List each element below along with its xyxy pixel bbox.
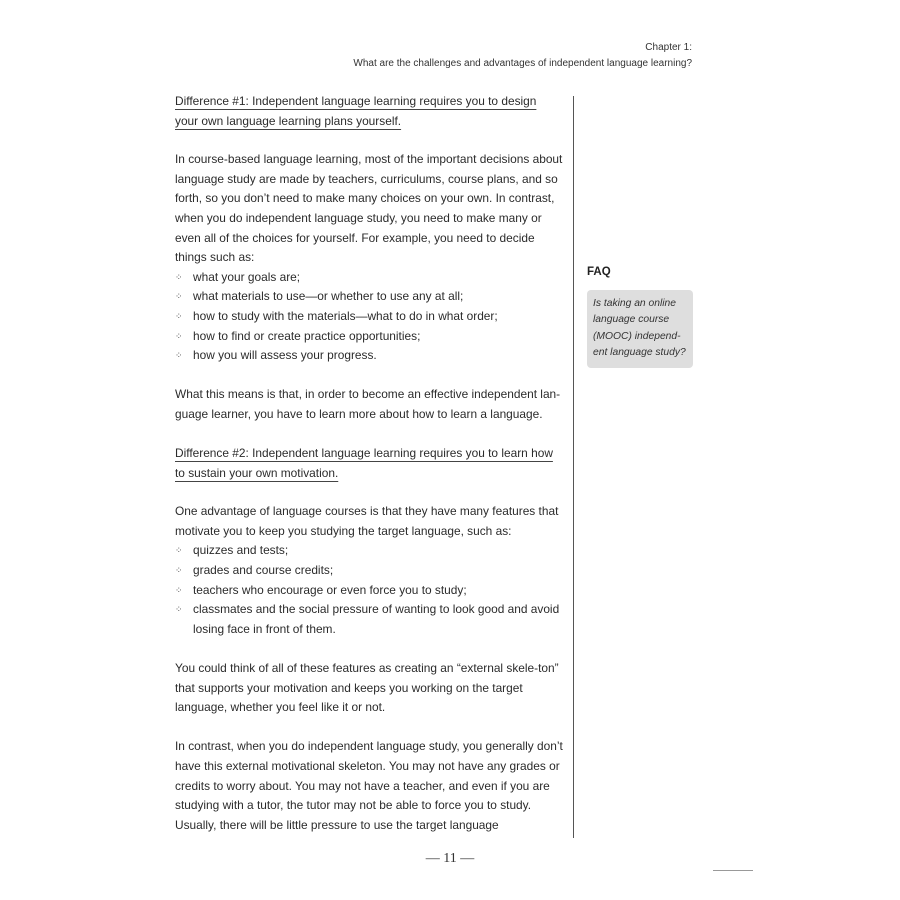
main-column [175, 92, 565, 855]
bullet-icon: ⁘ [175, 584, 182, 595]
running-head [353, 40, 692, 72]
list-item: ⁘ how to study with the materials—what to do in what order; [175, 307, 565, 327]
list-item: ⁘ how you will assess your progress. [175, 346, 565, 366]
faq-label: FAQ [587, 266, 611, 278]
bullet-icon: ⁘ [175, 310, 182, 321]
list-item: ⁘ grades and course credits; [175, 561, 565, 581]
list-item: ⁘ what your goals are; [175, 268, 565, 288]
difference-2-intro: One advantage of language courses is that they have many features that motivate you to keep you studying the target language, such as: [175, 504, 559, 538]
bullet-icon: ⁘ [175, 604, 182, 615]
list-item: ⁘ how to find or create practice opportunities; [175, 327, 565, 347]
list-item: ⁘ teachers who encourage or even force you to study; [175, 581, 565, 601]
difference-2-heading-line-2: to sustain your own motivation. [175, 465, 339, 480]
faq-question-box [587, 290, 693, 368]
difference-2-heading-line-1: Difference #2: Independent language learning requires you to learn how [175, 446, 553, 461]
corner-divider [713, 870, 753, 871]
chapter-title: What are the challenges and advantages of independent language learning? [353, 58, 692, 69]
list-item: ⁘ what materials to use—or whether to use any at all; [175, 287, 565, 307]
difference-1-conclusion: What this means is that, in order to become an effective independent lan-guage learner, you have to learn more about how to learn a language. [175, 387, 561, 421]
difference-1-bullet-list [175, 268, 565, 366]
difference-1-heading-line-2: your own language learning plans yourself. [175, 113, 402, 128]
bullet-icon: ⁘ [175, 291, 182, 302]
difference-2-bullet-list [175, 541, 565, 639]
margin-divider [573, 96, 574, 838]
bullet-icon: ⁘ [175, 545, 182, 556]
difference-2-heading [175, 444, 565, 483]
difference-1-heading [175, 92, 565, 131]
difference-2-paragraph-1: You could think of all of these features as creating an “external skele-ton” that supports your motivation and keeps you working on the target language, whether you feel like it or not. [175, 661, 559, 715]
bullet-icon: ⁘ [175, 271, 182, 282]
difference-1-intro: In course-based language learning, most of the important decisions about language study are made by teachers, curriculums, course plans, and so forth, so you don’t need to make many choices on your own. In contrast, when you do independent language study, you need to make many or even all of the choices for yourself. For example, you need to decide things such as: [175, 152, 563, 265]
bullet-icon: ⁘ [175, 330, 182, 341]
difference-1-heading-line-1: Difference #1: Independent language learning requires you to design [175, 94, 537, 108]
faq-sidebar [587, 264, 693, 368]
faq-question: Is taking an online language course (MOOC) independ-ent language study? [593, 298, 686, 358]
bullet-icon: ⁘ [175, 565, 182, 576]
chapter-label: Chapter 1: [645, 42, 692, 53]
bullet-icon: ⁘ [175, 350, 182, 361]
difference-2-paragraph-2: In contrast, when you do independent language study, you generally don’t have this external motivational skeleton. You may not have any grades or credits to worry about. You may not have a teacher, and even if you are studying with a tutor, the tutor may not be able to force you to study. Usually, there will be little pressure to use the target language [175, 739, 563, 832]
page-number: — 11 — [425, 851, 475, 866]
list-item: ⁘ classmates and the social pressure of wanting to look good and avoid losing face in front of them. [175, 602, 560, 636]
list-item: ⁘ quizzes and tests; [175, 541, 565, 561]
